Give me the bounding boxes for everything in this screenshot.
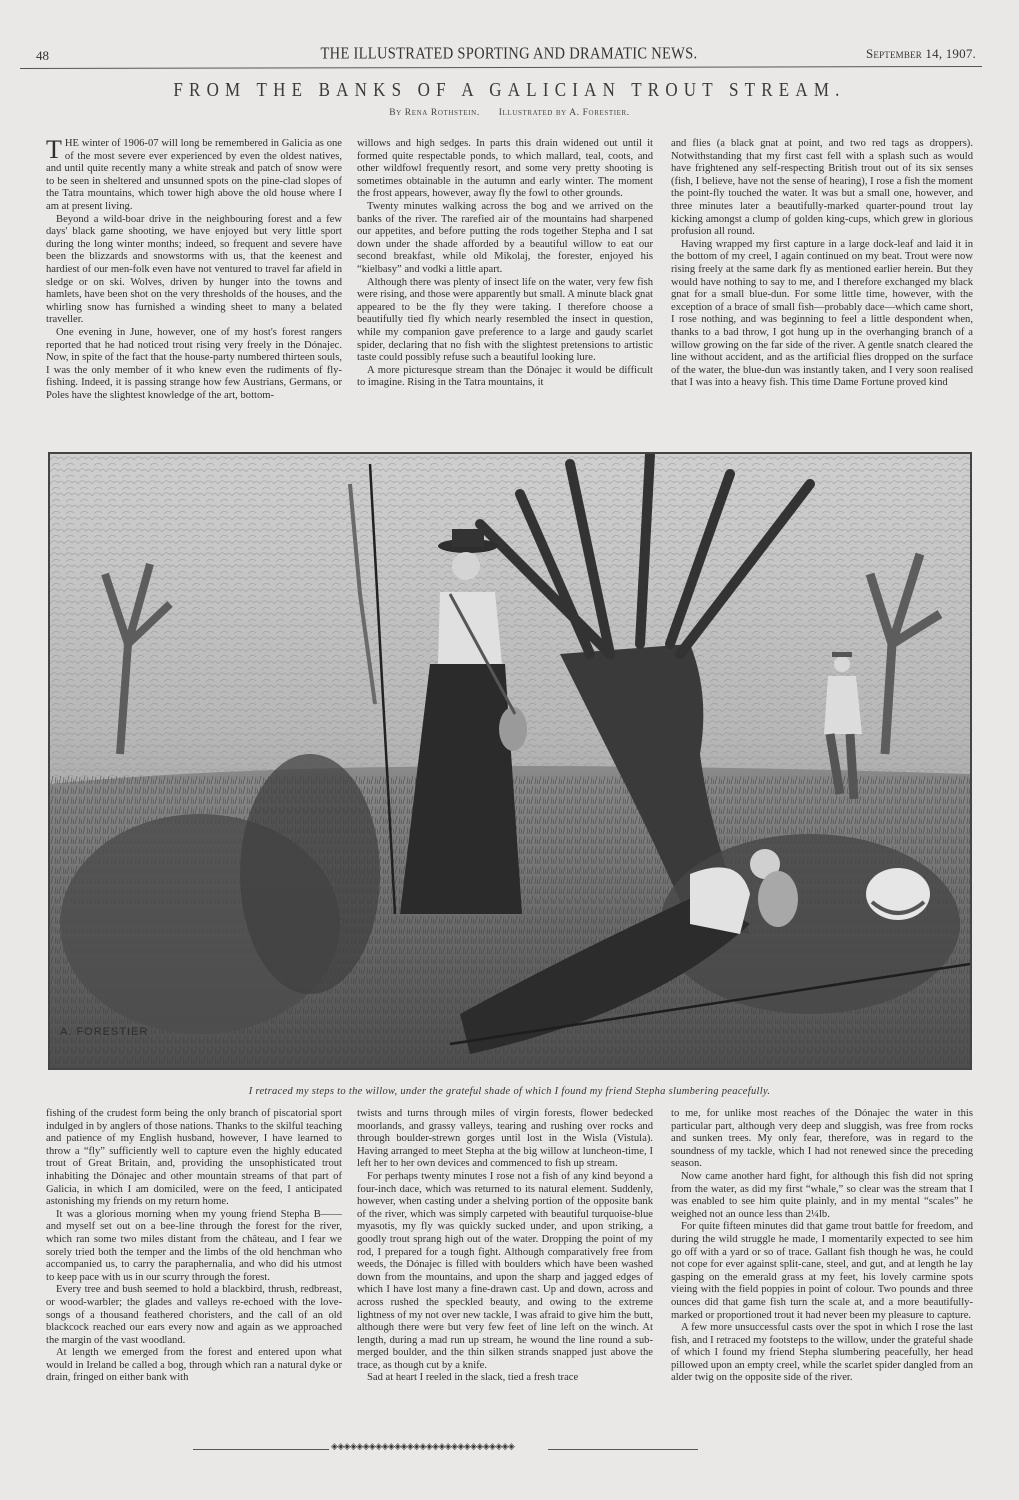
diamond-ornament-icon: ◈◈◈◈◈◈◈◈◈◈◈◈◈◈◈◈◈◈◈◈◈◈◈◈◈◈◈◈◈ <box>331 1442 515 1452</box>
paragraph: A few more unsuccessful casts over the spot in which I rose the last fish, and I retraced my footsteps to the willow, under the grateful shade of which I found my friend Stepha slumbering peacefully, her head pillowed upon an empty creel, while the scarlet spider dangled from an alder twig on the opposite side of the river. <box>671 1322 973 1384</box>
issue-date: September 14, 1907. <box>865 46 976 61</box>
paragraph: to me, for unlike most reaches of the Dónajec the water in this particular part, although very deep and sluggish, was free from rocks and sunken trees. My only fear, therefore, was in regard to the soundness of my tackle, which I had not renewed since the preceding season. <box>671 1108 973 1170</box>
paragraph: Beyond a wild-boar drive in the neighbouring forest and a few days' black game shooting, we have enjoyed but very little sport during the long winter months; indeed, so frequent and severe have been the blizzards and snowstorms with us, that the keenest and hardiest of our men-folk even have not ventured to travel far afield in sledge or on ski. Wolves, driven by hunger into the towns and hamlets, have been shot on the very thresholds of the houses, and the whirling snow has furnished a winding sheet to many a belated traveller. <box>46 213 342 326</box>
article-title: FROM THE BANKS OF A GALICIAN TROUT STREAM. <box>173 78 846 101</box>
illustration-caption: I retraced my steps to the willow, under the grateful shade of which I found my friend Stepha slumbering peacefully. <box>248 1086 771 1097</box>
header-rule <box>20 66 982 69</box>
drop-cap: T <box>46 135 62 164</box>
paragraph: and flies (a black gnat at point, and two red tags as droppers). Notwithstanding that my first cast fell with a splash such as would have frightened any self-respecting British trout out of its six senses (fish, I believe, have not the sense of hearing), I rose a fish the moment the point-fly touched the water. It was but a small one, however, and three minutes later a beautifully-marked quarter-pound trout lay kicking amongst a clump of golden king-cups, which grew in glorious profusion all round. <box>671 138 973 238</box>
paragraph: It was a glorious morning when my young friend Stepha B—— and myself set out on a bee-line through the forest for the river, which ran some two miles distant from the château, and I fear we sorely tried both the temper and the limbs of the old henchman who accompanied us, to carry the paraphernalia, and who did his utmost to keep pace with us in our scurry through the forest. <box>46 1208 342 1283</box>
rule-right <box>548 1449 698 1450</box>
illustration <box>48 452 972 1070</box>
paragraph: fishing of the crudest form being the only branch of piscatorial sport indulged in by anglers of those nations. Thanks to the skilful teaching and patience of my English husband, however, I have learned to throw a “fly” sufficiently well to capture even the highly educated trout of Great Britain, and, providing the unsophisticated trout inhabiting the Dónajec and other mountain streams of that part of Galicia, in which I am domiciled, were on the feed, I anticipated astonishing my friends on my return home. <box>46 1108 342 1208</box>
column-top-2 <box>357 138 653 390</box>
publication-title: THE ILLUSTRATED SPORTING AND DRAMATIC NEWS. <box>320 44 698 64</box>
paragraph: THE winter of 1906-07 will long be remembered in Galicia as one of the most severe ever experienced by even the oldest natives, and until quite recently many a white streak and patch of snow were to be seen in sheltered and unsunned spots on the pine-clad slopes of the Tatra mountains, which tower high above the old house where I am at present living. <box>46 135 342 212</box>
paragraph: A more picturesque stream than the Dónajec it would be difficult to imagine. Rising in the Tatra mountains, it <box>357 364 653 389</box>
paragraph: Sad at heart I reeled in the slack, tied a fresh trace <box>367 1372 579 1384</box>
running-header <box>36 44 982 64</box>
byline-illustrator: Illustrated by A. Forestier. <box>498 108 630 118</box>
byline <box>0 108 1019 118</box>
paragraph: Although there was plenty of insect life on the water, very few fish were rising, and those were apparently but small. A minute black gnat appeared to be the fly they were taking. I therefore choose a beautifully tied fly which nearly resembled the insect in question, while my companion gave preference to a large and gaudy scarlet spider, declaring that no fish with the slightest pretensions to artistic taste could possibly refuse such a beautiful looking lure. <box>357 276 653 364</box>
column-top-1 <box>46 135 342 402</box>
column-bottom-2 <box>357 1108 653 1385</box>
page-number: 48 <box>36 48 49 63</box>
paragraph: Now came another hard fight, for although this fish did not spring from the water, as did my first “whale,” so clear was the stream that I was enabled to see him quite plainly, and in my mental “scales” he weighed not an ounce less than 2¼lb. <box>671 1170 973 1220</box>
paragraph: For quite fifteen minutes did that game trout battle for freedom, and during the wild struggle he made, I momentarily expected to see him go off with a yard or so of trace. Gallant fish though he was, he could not cope for ever against split-cane, steel, and gut, and at length he lay gasping on the emerald grass at my feet, his lovely carmine spots vieing with the field poppies in point of colour. Two pounds and three ounces did that game fish turn the scale at, and a more beautifully-marked or proportioned trout it had never been my pleasure to capture. <box>671 1221 973 1321</box>
engraving-scene <box>50 454 970 1068</box>
paragraph: Every tree and bush seemed to hold a blackbird, thrush, redbreast, or wood-warbler; the glades and valleys re-echoed with the love-songs of a thousand feathered choristers, and the call of an old blackcock reached our ears every now and again as we approached the margin of the vast woodland. <box>46 1284 342 1346</box>
paragraph: willows and high sedges. In parts this drain widened out until it formed quite respectable ponds, to which mallard, teal, coots, and other wildfowl frequently resort, and some very pretty shooting is sometimes obtainable in the autumn and early winter. The moment the frost appears, however, away fly the fowl to other grounds. <box>357 138 653 200</box>
end-ornament-rule <box>193 1444 823 1456</box>
column-top-3 <box>671 138 973 390</box>
paragraph: Twenty minutes walking across the bog and we arrived on the banks of the river. The rarefied air of the mountains had sharpened our appetites, and before putting the rods together Stepha and I sat down under the shade afforded by a beautiful willow to eat our second breakfast, while old Mikolaj, the forester, enjoyed his “kielbasy” and vodki a little apart. <box>357 200 653 275</box>
column-bottom-1 <box>46 1108 342 1385</box>
column-bottom-3 <box>671 1108 973 1385</box>
paragraph: For perhaps twenty minutes I rose not a fish of any kind beyond a four-inch dace, which was returned to its natural element. Suddenly, however, when casting under a shelving portion of the opposite bank of the river, which was simply carpeted with beautiful turquoise-blue myasotis, my fly was quickly sucked under, and upon striking, a goodly trout sprang high out of the water. Dropping the point of my rod, I prepared for a tough fight. Although comparatively free from weeds, the Dónajec is filled with boulders which have been washed down from the mountains, and upon the sharp and jagged edges of which I have lost many a fine-drawn cast. Up and down, across and across rushed the speckled beauty, and owing to the extreme lightness of my not over new tackle, I was afraid to give him the butt, although there were but very few feet of line left on the winch. At length, during a mad run up stream, he wound the line round a submerged boulder, and the thin silken strands snapped just above the trace, as though cut by a knife. <box>357 1170 653 1371</box>
paragraph: One evening in June, however, one of my host's forest rangers reported that he had noticed trout rising very freely in the Dónajec. Now, in spite of the fact that the house-party numbered thirteen souls, I was the only member of it who knew even the rudiments of fly-fishing. Indeed, it is passing strange how few Austrians, Germans, or Poles have the slightest knowledge of the art, bottom- <box>46 326 342 401</box>
paragraph: twists and turns through miles of virgin forests, flower bedecked moorlands, and grassy valleys, tearing and rushing over rocks and through boulder-strewn gorges until lost in the Wisla (Vistula). Having arranged to meet Stepha at the big willow at luncheon-time, I left her to her own devices and commenced to fish up stream. <box>357 1108 653 1170</box>
artist-signature: A. FORESTIER <box>60 1026 149 1038</box>
paragraph: Having wrapped my first capture in a large dock-leaf and laid it in the bottom of my creel, I again continued on my beat. Trout were now rising freely at the same dark fly as mentioned earlier herein. But they would have nothing to say to me, and I therefore exchanged my black gnat for a small blue-dun. For some little time, however, with the exception of a brace of small fish—probably dace—which came short, I rose nothing, and was beginning to feel a little despondent when, thanks to a bad throw, I got hung up in the overhanging branch of a willow growing on the far side of the river. A gentle snatch cleared the line without accident, and as the artificial flies dropped on the surface of the water, the blue-dun was instantly taken, and I very soon realised that I was into a heavy fish. This time Dame Fortune proved kind <box>671 238 973 389</box>
paragraph: At length we emerged from the forest and entered upon what would in Ireland be called a bog, through which ran a natural dyke or drain, fringed on either bank with <box>46 1347 342 1384</box>
rule-left <box>193 1449 329 1450</box>
byline-author: By Rena Rothstein. <box>389 108 480 118</box>
